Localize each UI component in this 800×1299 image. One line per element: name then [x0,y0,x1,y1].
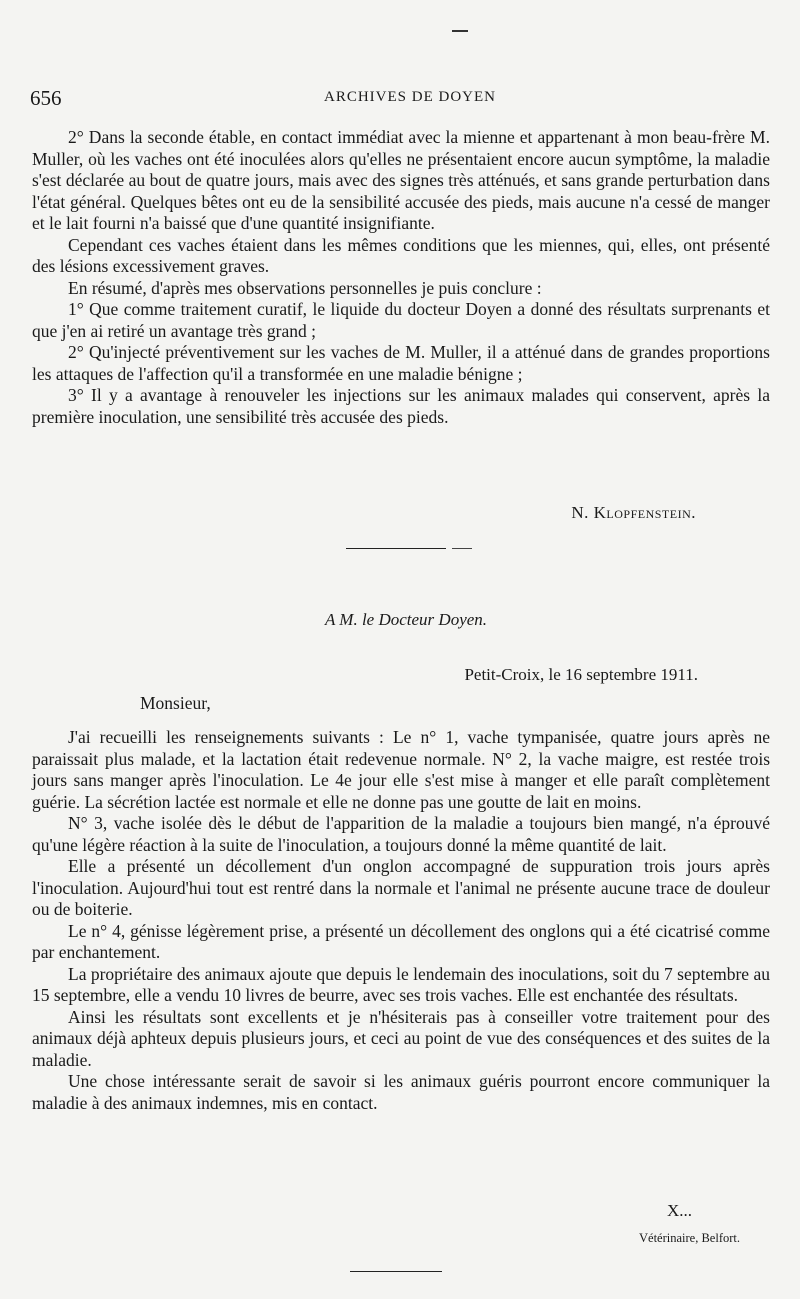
letter-salutation: Monsieur, [140,693,211,713]
running-head: ARCHIVES DE DOYEN [324,89,496,105]
paragraph-comparison: Cependant ces vaches étaient dans les mêmes conditions que les miennes, qui, elles, ont présenté des lésions excessivement graves. [32,234,770,276]
paragraph-results: Ainsi les résultats sont excellents et je n'hésiterais pas à conseiller votre traitement pour des animaux déjà aphteux depuis plusieurs jours, et ceci au point de vue des conséquences et des suites de la maladie. [32,1006,770,1070]
letter-heading: A M. le Docteur Doyen. [324,610,488,629]
signature-klopfenstein: N. Klopfenstein. [571,503,696,522]
paragraph-summary-intro: En résumé, d'après mes observations personnelles je puis conclure : [68,277,542,298]
report-body [32,127,770,428]
paragraph-butter-sales: La propriétaire des animaux ajoute que depuis le lendemain des inoculations, soit du 7 septembre au 15 septembre, elle a vendu 10 livres de beurre, avec ses trois vaches. Elle est enchantée des résultats. [32,963,770,1005]
paragraph-contagion-question: Une chose intéressante serait de savoir si les animaux guéris pourront encore communiquer la maladie à des animaux indemnes, mis en contact. [32,1071,770,1113]
paragraph-cow-4: Le n° 4, génisse légèrement prise, a présenté un décollement des onglons qui a été cicatrisé comme par enchantement. [32,920,770,962]
paragraph-cow-3: N° 3, vache isolée dès le début de l'apparition de la maladie a toujours bien mangé, n'a éprouvé qu'une légère réaction à la suite de l'inoculation, a toujours donné la même quantité de lait. [32,813,770,855]
paragraph-cow-1-2: J'ai recueilli les renseignements suivants : Le n° 1, vache tympanisée, quatre jours après ne paraissait plus malade, et la lactation était redevenue normale. N° 2, la vache maigre, est restée trois jours sans manger après l'inoculation. Le 4e jour elle s'est mise à manger et elle paraît complètement guérie. La sécrétion lactée est normale et elle ne donne pas une goutte de lait en moins. [32,727,770,812]
top-dash-mark [452,30,468,32]
paragraph-conclusion-3: 3° Il y a avantage à renouveler les injections sur les animaux malades qui conservent, après la première inoculation, une sensibilité très accusée des pieds. [32,385,770,427]
section-divider-tail [452,548,472,549]
letter-body [32,727,770,1114]
paragraph-second-stable: 2° Dans la seconde étable, en contact immédiat avec la mienne et appartenant à mon beau-frère M. Muller, où les vaches ont été inoculées alors qu'elles ne présentaient encore aucun symptôme, la maladie s'est déclarée au bout de quatre jours, mais avec des signes très atténués, et sans grande perturbation dans l'état général. Quelques bêtes ont eu de la sensibilité accusée des pieds, mais aucune n'a cessé de manger et le lait fourni n'a baissé que d'une quantité insignifiante. [32,127,770,233]
section-divider-rule [346,548,446,549]
paragraph-conclusion-1: 1° Que comme traitement curatif, le liquide du docteur Doyen a donné des résultats surprenants et que j'en ai retiré un avantage très grand ; [32,299,770,341]
closing-divider-rule [350,1271,442,1272]
letter-dateline: Petit-Croix, le 16 septembre 1911. [464,665,698,684]
signature-veterinarian: X... [666,1201,692,1220]
paragraph-hoof-detachment: Elle a présenté un décollement d'un onglon accompagné de suppuration trois jours après l'inoculation. Aujourd'hui tout est rentré dans la normale et l'animal ne présente aucune trace de douleur ou de boiterie. [32,856,770,919]
signature-veterinarian-title: Vétérinaire, Belfort. [639,1231,740,1245]
paragraph-conclusion-2: 2° Qu'injecté préventivement sur les vaches de M. Muller, il a atténué dans de grandes proportions les attaques de l'affection qu'il a transformée en une maladie bénigne ; [32,342,770,384]
page-number: 656 [30,86,62,110]
